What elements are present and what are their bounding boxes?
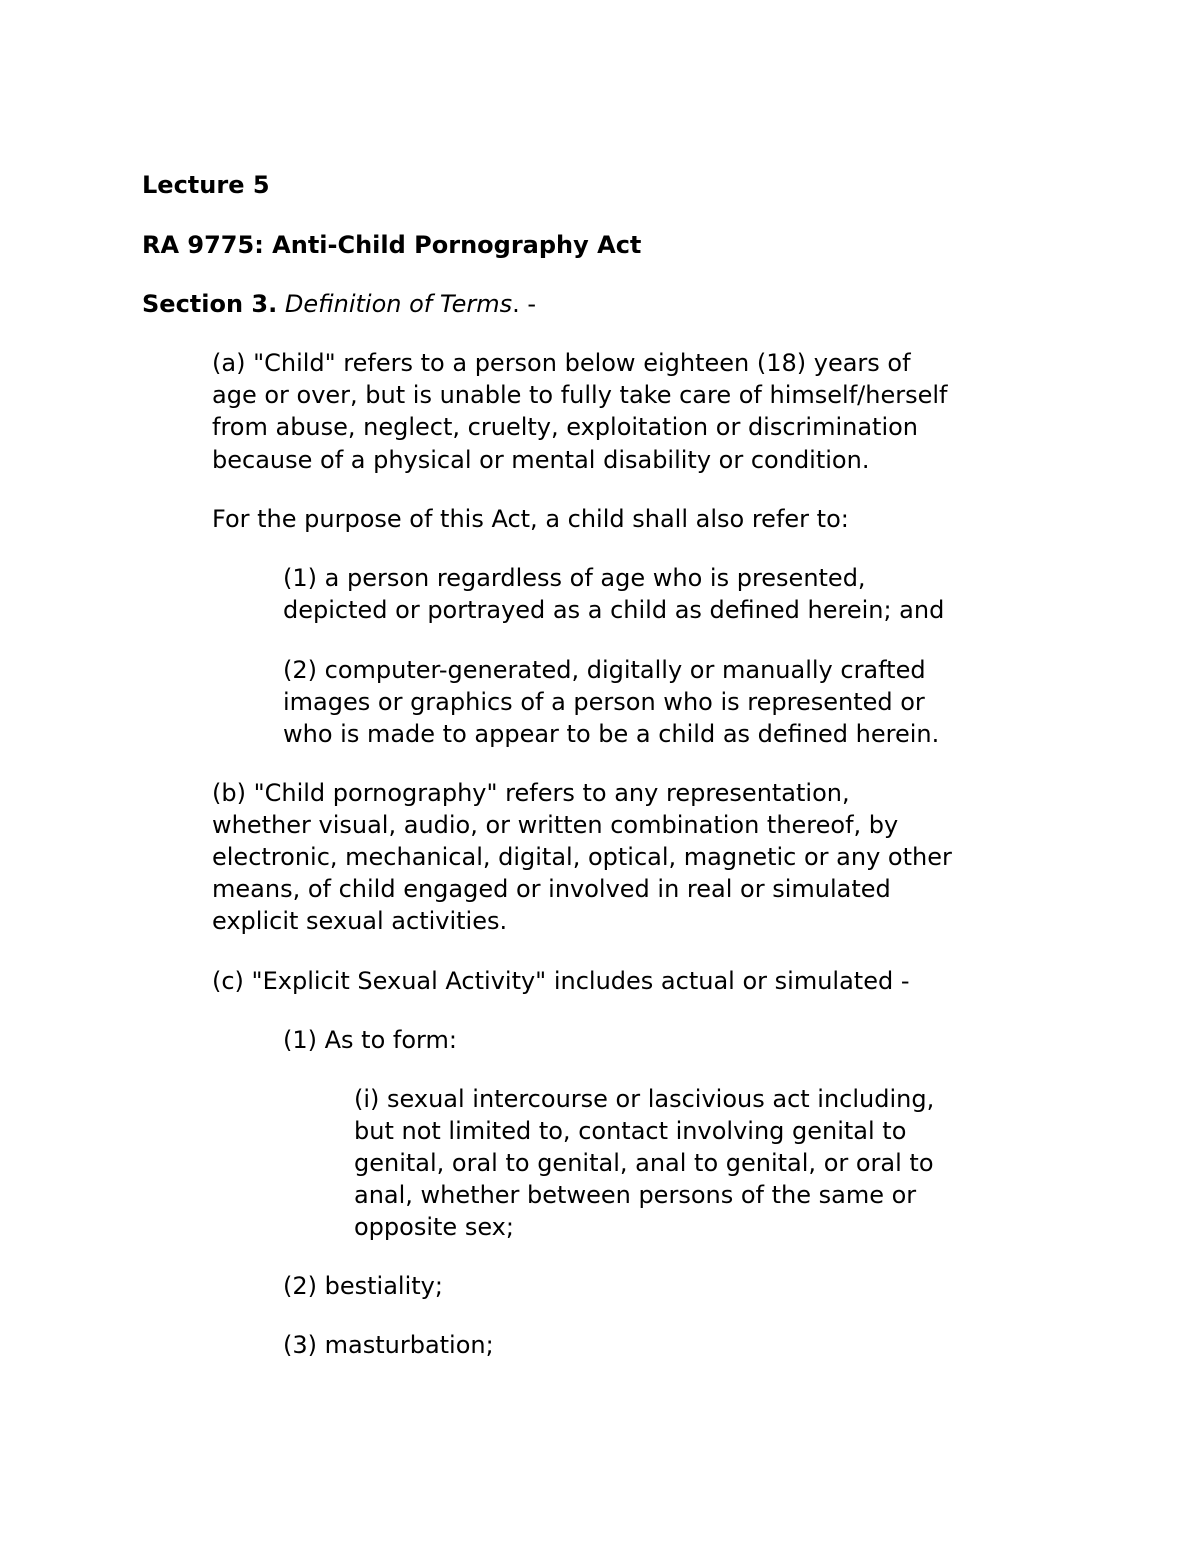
act-title: RA 9775: Anti-Child Pornography Act [142,231,642,259]
text-line: depicted or portrayed as a child as defined herein; and [283,596,945,624]
text-line: who is made to appear to be a child as defined herein. [283,720,940,748]
text-line: genital, oral to genital, anal to genital, or oral to [354,1149,934,1177]
text-line: images or graphics of a person who is represented or [283,688,925,716]
text-line: (3) masturbation; [283,1331,494,1359]
section-heading [142,288,536,320]
text-line: because of a physical or mental disability or condition. [212,446,870,474]
text-line: (b) "Child pornography" refers to any representation, [212,779,850,807]
section-suffix: . - [512,290,536,318]
lecture-heading: Lecture 5 [142,171,270,199]
text-line: age or over, but is unable to fully take care of himself/herself [212,381,948,409]
text-line: explicit sexual activities. [212,907,508,935]
text-line: (a) "Child" refers to a person below eighteen (18) years of [212,349,911,377]
section-number: Section 3. [142,290,278,318]
text-line: from abuse, neglect, cruelty, exploitation or discrimination [212,413,919,441]
text-line: (2) computer-generated, digitally or manually crafted [283,656,926,684]
section-title: Definition of Terms [284,290,513,318]
text-line: but not limited to, contact involving genital to [354,1117,907,1145]
text-line: (c) "Explicit Sexual Activity" includes actual or simulated - [212,967,910,995]
text-line: whether visual, audio, or written combination thereof, by [212,811,899,839]
text-line: means, of child engaged or involved in real or simulated [212,875,891,903]
text-line: electronic, mechanical, digital, optical, magnetic or any other [212,843,952,871]
text-line: opposite sex; [354,1213,514,1241]
text-line: (i) sexual intercourse or lascivious act including, [354,1085,935,1113]
text-line: (2) bestiality; [283,1272,443,1300]
text-line: (1) a person regardless of age who is presented, [283,564,866,592]
text-line: For the purpose of this Act, a child shall also refer to: [212,505,849,533]
text-line: anal, whether between persons of the same or [354,1181,917,1209]
text-line: (1) As to form: [283,1026,457,1054]
